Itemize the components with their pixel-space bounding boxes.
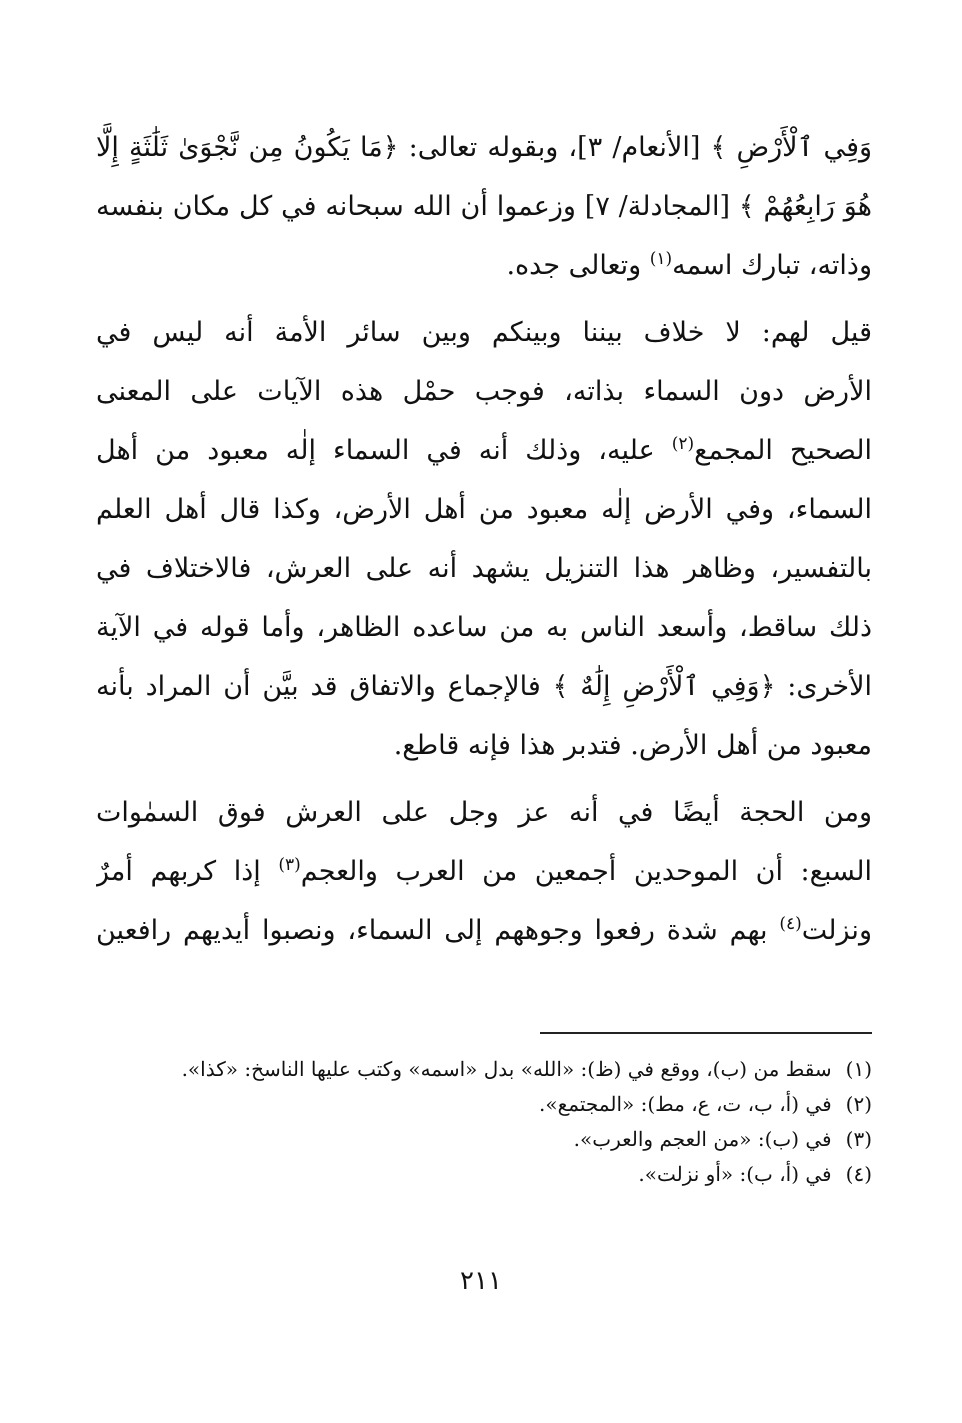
text-segment: ونزلت [801, 915, 872, 946]
footnote-text: سقط من (ب)، ووقع في (ظ): «الله» بدل «اسمه» وكتب عليها الناسخ: «كذا». [181, 1057, 832, 1081]
text-line: الأخرى: ﴿وَفِي ٱلْأَرْضِ إِلَٰهٌ ﴾ فالإجماع والاتفاق قد بيَّن أن المراد بأنه [96, 671, 872, 702]
paragraph-1 [96, 118, 872, 295]
text-line: الأرض دون السماء بذاته، فوجب حمْل هذه الآيات على المعنى [96, 376, 872, 407]
footnote-text: في (أ، ب، ت، ع، مط): «المجتمع». [539, 1092, 832, 1116]
text-line: بالتفسير، وظاهر هذا التنزيل يشهد أنه على العرش، فالاختلاف في [96, 553, 872, 584]
text-segment: وتعالى جده. [506, 250, 650, 281]
text-segment: إذا كربهم أمرٌ [96, 856, 279, 887]
text-line: هُوَ رَابِعُهُمْ ﴾ [المجادلة/ ٧] وزعموا أن الله سبحانه في كل مكان بنفسه [96, 191, 872, 222]
text-segment: بهم شدة رفعوا وجوههم إلى السماء، ونصبوا أيديهم رافعين [96, 915, 780, 946]
text-line [96, 901, 872, 960]
text-line: ذلك ساقط، وأسعد الناس به من ساعده الظاهر، وأما قوله في الآية [96, 612, 872, 643]
text-line: معبود من أهل الأرض. فتدبر هذا فإنه قاطع. [393, 730, 872, 761]
footnote-number: (١) [845, 1057, 872, 1081]
text-segment: السبع: أن الموحدين أجمعين من العرب والعجم [300, 856, 872, 887]
text-line [96, 236, 872, 295]
footnote-separator [540, 1032, 872, 1034]
paragraph-2 [96, 303, 872, 775]
text-line: قيل لهم: لا خلاف بيننا وبينكم وبين سائر الأمة أنه ليس في [96, 317, 872, 348]
footnote-marker: (٢) [671, 434, 695, 454]
text-line: السماء، وفي الأرض إلٰه معبود من أهل الأرض، وكذا قال أهل العلم [96, 494, 872, 525]
text-line: وَفِي ٱلْأَرْضِ ﴾ [الأنعام/ ٣]، وبقوله تعالى: ﴿مَا يَكُونُ مِن نَّجْوَىٰ ثَلَٰثَةٍ إِلَّا [96, 132, 872, 163]
footnote [96, 1087, 872, 1122]
footnote-marker: (٤) [779, 914, 802, 934]
text-line [96, 421, 872, 480]
text-segment: وذاته، تبارك اسمه [672, 250, 872, 281]
footnote-marker: (٣) [278, 855, 301, 875]
footnote-number: (٣) [845, 1127, 872, 1151]
footnote-number: (٤) [845, 1162, 872, 1186]
footnote-marker: (١) [649, 249, 673, 269]
footnote [96, 1122, 872, 1157]
footnote [96, 1052, 872, 1087]
text-line: ومن الحجة أيضًا في أنه عز وجل على العرش فوق السمٰوات [96, 797, 872, 828]
footnote-text: في (أ، ب): «أو نزلت». [638, 1162, 832, 1186]
footnote-number: (٢) [845, 1092, 872, 1116]
paragraph-3 [96, 783, 872, 960]
text-segment: الصحيح المجمع [694, 435, 872, 466]
text-line [96, 842, 872, 901]
page-number: ٢١١ [460, 1266, 502, 1296]
footnote [96, 1157, 872, 1192]
footnote-text: في (ب): «من العجم والعرب». [573, 1127, 832, 1151]
main-text [96, 118, 872, 960]
text-segment: عليه، وذلك أنه في السماء إلٰه معبود من أهل [96, 435, 672, 466]
footnotes [96, 1052, 872, 1192]
